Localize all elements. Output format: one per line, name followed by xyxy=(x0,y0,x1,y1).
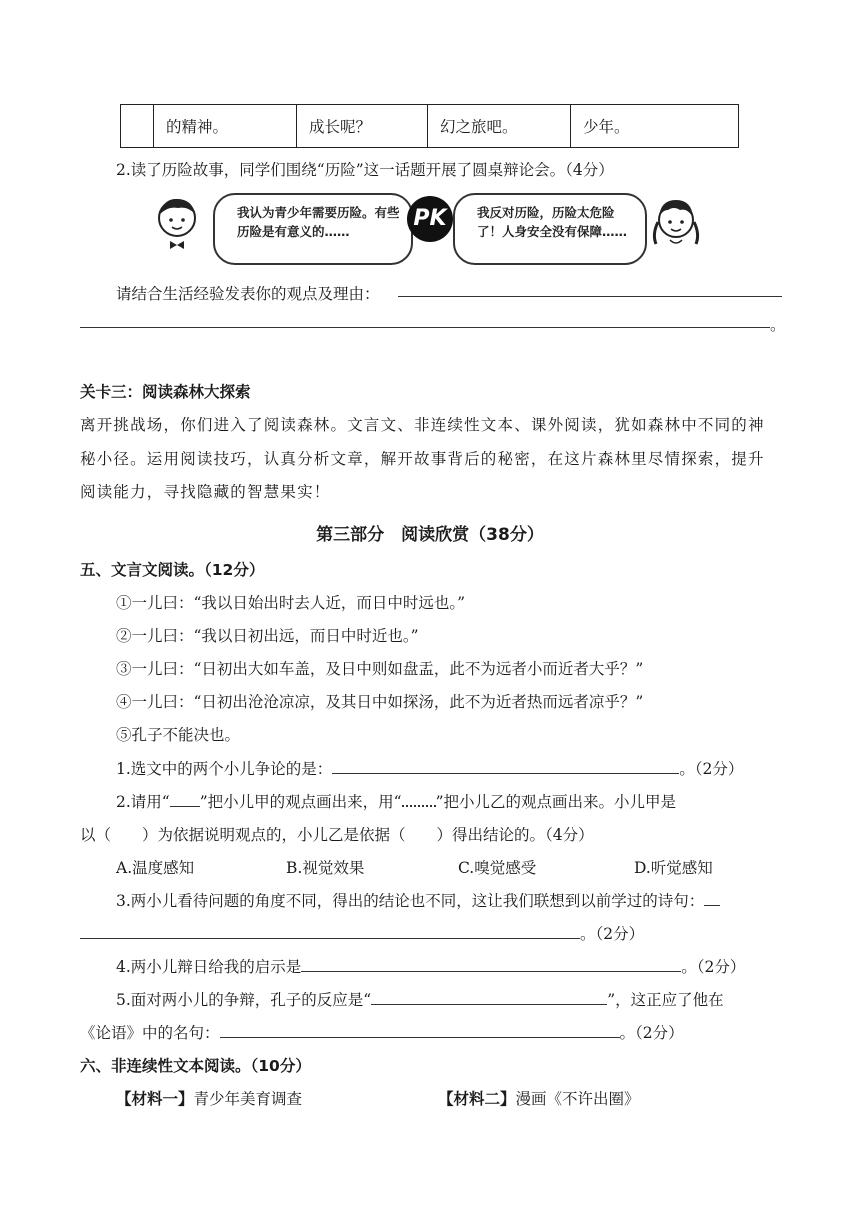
pk-badge: PK xyxy=(407,196,453,242)
option-d[interactable]: D.听觉感知 xyxy=(634,859,713,877)
question-5 xyxy=(116,988,724,1010)
answer-blank[interactable] xyxy=(220,1023,620,1038)
table-cell: 的精神。 xyxy=(154,105,297,148)
question-3-cont xyxy=(80,922,644,944)
answer-table-row xyxy=(120,104,739,148)
wavy-line-mark xyxy=(402,791,436,807)
girl-speech-bubble: 我反对历险，历险太危险了！人身安全没有保障…… xyxy=(453,193,647,265)
answer-blank[interactable] xyxy=(80,924,580,939)
answer-blank[interactable] xyxy=(332,759,679,774)
question-text: ”，这正应了他在 xyxy=(607,991,724,1009)
answer-blank[interactable] xyxy=(371,990,607,1005)
passage-line: ②一儿曰：“我以日初出远，而日中时近也。” xyxy=(116,627,419,645)
question-5-cont xyxy=(80,1021,684,1043)
table-cell: 成长呢？ xyxy=(297,105,428,148)
material-title: 漫画《不许出圈》 xyxy=(515,1090,640,1108)
question-text: 2.请用“ xyxy=(116,793,170,811)
passage-line: ③一儿曰：“日初出大如车盖，及日中则如盘盂，此不为远者小而近者大乎？” xyxy=(116,660,644,678)
option-b[interactable]: B.视觉效果 xyxy=(286,859,365,877)
question-text: ”把小儿甲的观点画出来，用“ xyxy=(199,793,402,811)
question-3 xyxy=(116,889,720,911)
material-tag: 【材料一】 xyxy=(116,1090,194,1108)
intro-line: 秘小径。运用阅读技巧，认真分析文章，解开故事背后的秘密，在这片森林里尽情探索，提升 xyxy=(80,450,765,468)
material-1 xyxy=(116,1087,302,1109)
question-score: 。（2分） xyxy=(619,1024,684,1042)
boy-icon xyxy=(152,194,202,254)
straight-line-mark xyxy=(170,792,200,807)
material-title: 青少年美育调查 xyxy=(193,1090,303,1108)
end-mark: 。 xyxy=(770,316,786,334)
question-text: 5.面对两小儿的争辩，孔子的反应是“ xyxy=(116,991,372,1009)
answer-blank[interactable] xyxy=(301,957,681,972)
question-text: 3.两小儿看待问题的角度不同，得出的结论也不同，这让我们联想到以前学过的诗句： xyxy=(116,892,705,910)
question-1 xyxy=(116,757,743,779)
section-heading: 五、文言文阅读。（12分） xyxy=(80,561,265,579)
table-cell: 少年。 xyxy=(571,105,739,148)
passage-line: ④一儿曰：“日初出沧沧凉凉，及其日中如探汤，此不为近者热而远者凉乎？” xyxy=(116,693,644,711)
question-text: 1.选文中的两个小儿争论的是： xyxy=(116,760,333,778)
question-score: 。（2分） xyxy=(580,925,645,943)
question-text: 4.两小儿辩日给我的启示是 xyxy=(116,958,302,976)
question-text: 《论语》中的名句： xyxy=(80,1024,220,1042)
material-2 xyxy=(438,1087,640,1109)
option-a[interactable]: A.温度感知 xyxy=(116,859,195,877)
material-tag: 【材料二】 xyxy=(438,1090,516,1108)
question-2 xyxy=(116,790,676,812)
table-cell xyxy=(121,105,154,148)
girl-icon xyxy=(650,194,702,254)
question-2-cont: 以（ ）为依据说明观点的，小儿乙是依据（ ）得出结论的。（4分） xyxy=(80,826,594,844)
intro-line: 阅读能力，寻找隐藏的智慧果实！ xyxy=(80,483,331,501)
question-4 xyxy=(116,955,745,977)
opinion-prompt: 请结合生活经验发表你的观点及理由： xyxy=(116,285,380,303)
level-title: 关卡三：阅读森林大探索 xyxy=(80,383,251,401)
intro-line: 离开挑战场，你们进入了阅读森林。文言文、非连续性文本、课外阅读，犹如森林中不同的神 xyxy=(80,416,765,434)
debate-question: 2.读了历险故事，同学们围绕“历险”这一话题开展了圆桌辩论会。（4分） xyxy=(116,161,614,179)
answer-line[interactable] xyxy=(80,327,770,328)
question-score: 。（2分） xyxy=(681,958,746,976)
option-c[interactable]: C.嗅觉感受 xyxy=(458,859,537,877)
part-title: 第三部分 阅读欣赏（38分） xyxy=(316,525,544,545)
passage-line: ⑤孔子不能决也。 xyxy=(116,726,241,744)
passage-line: ①一儿曰：“我以日始出时去人近，而日中时远也。” xyxy=(116,594,466,612)
question-score: 。（2分） xyxy=(679,760,744,778)
boy-speech-bubble: 我认为青少年需要历险。有些历险是有意义的…… xyxy=(213,193,413,265)
answer-blank[interactable] xyxy=(704,891,720,906)
question-text: ”把小儿乙的观点画出来。小儿甲是 xyxy=(435,793,677,811)
table-cell: 幻之旅吧。 xyxy=(428,105,571,148)
answer-line[interactable] xyxy=(398,296,782,297)
section-heading: 六、非连续性文本阅读。（10分） xyxy=(80,1057,311,1075)
